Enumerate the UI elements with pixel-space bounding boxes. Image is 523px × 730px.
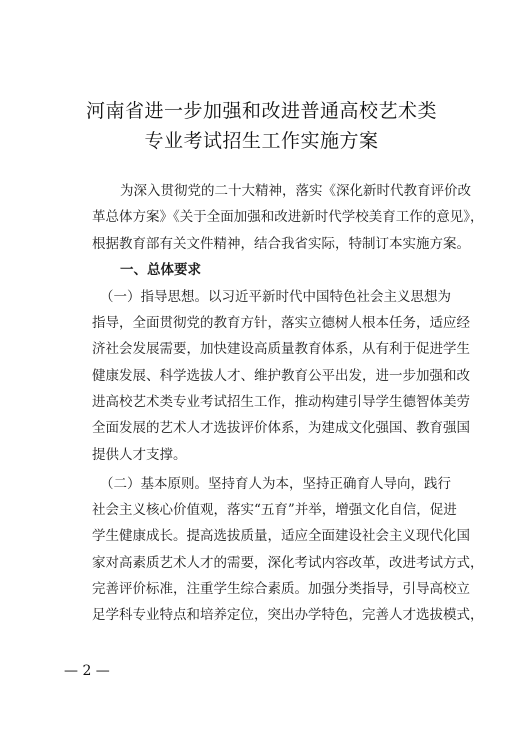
intro-line: 革总体方案》《关于全面加强和改进新时代学校美育工作的意见》，	[92, 209, 484, 225]
intro-line: 为深入贯彻党的二十大精神，落实《深化新时代教育评价改	[120, 183, 471, 199]
section-heading: 一、总体要求	[120, 262, 201, 278]
paragraph-line: 社会主义核心价值观，落实“五育”并举，增强文化自信，促进	[92, 502, 457, 518]
document-title-line-1: 河南省进一步加强和改进普通高校艺术类	[85, 100, 437, 122]
paragraph-line: 全面发展的艺术人才选拔评价体系，为建成文化强国、教育强国	[92, 420, 470, 436]
paragraph-line: 指导，全面贯彻党的教育方针，落实立德树人根本任务，适应经	[92, 315, 470, 331]
paragraph-line: （二）基本原则。坚持育人为本，坚持正确育人导向，践行	[100, 476, 451, 492]
paragraph-line: 健康发展、科学选拔人才、维护教育公平出发，进一步加强和改	[92, 368, 470, 384]
intro-line: 根据教育部有关文件精神，结合我省实际，特制订本实施方案。	[92, 236, 470, 252]
paragraph-line: 学生健康成长。提高选拔质量，适应全面建设社会主义现代化国	[92, 528, 470, 544]
paragraph-line: 家对高素质艺术人才的需要，深化考试内容改革，改进考试方式，	[92, 555, 484, 571]
document-title-line-2: 专业考试招生工作实施方案	[144, 130, 379, 152]
paragraph-line: 足学科专业特点和培养定位，突出办学特色，完善人才选拔模式，	[92, 607, 484, 623]
paragraph-line: 济社会发展需要，加快建设高质量教育体系，从有利于促进学生	[92, 341, 470, 357]
paragraph-line: 提供人才支撑。	[92, 447, 187, 463]
paragraph-line: 进高校艺术类专业考试招生工作，推动构建引导学生德智体美劳	[92, 394, 470, 410]
page-number: — 2 —	[64, 663, 110, 679]
paragraph-line: 完善评价标准，注重学生综合素质。加强分类指导，引导高校立	[92, 581, 470, 597]
paragraph-line: （一）指导思想。以习近平新时代中国特色社会主义思想为	[100, 289, 451, 305]
